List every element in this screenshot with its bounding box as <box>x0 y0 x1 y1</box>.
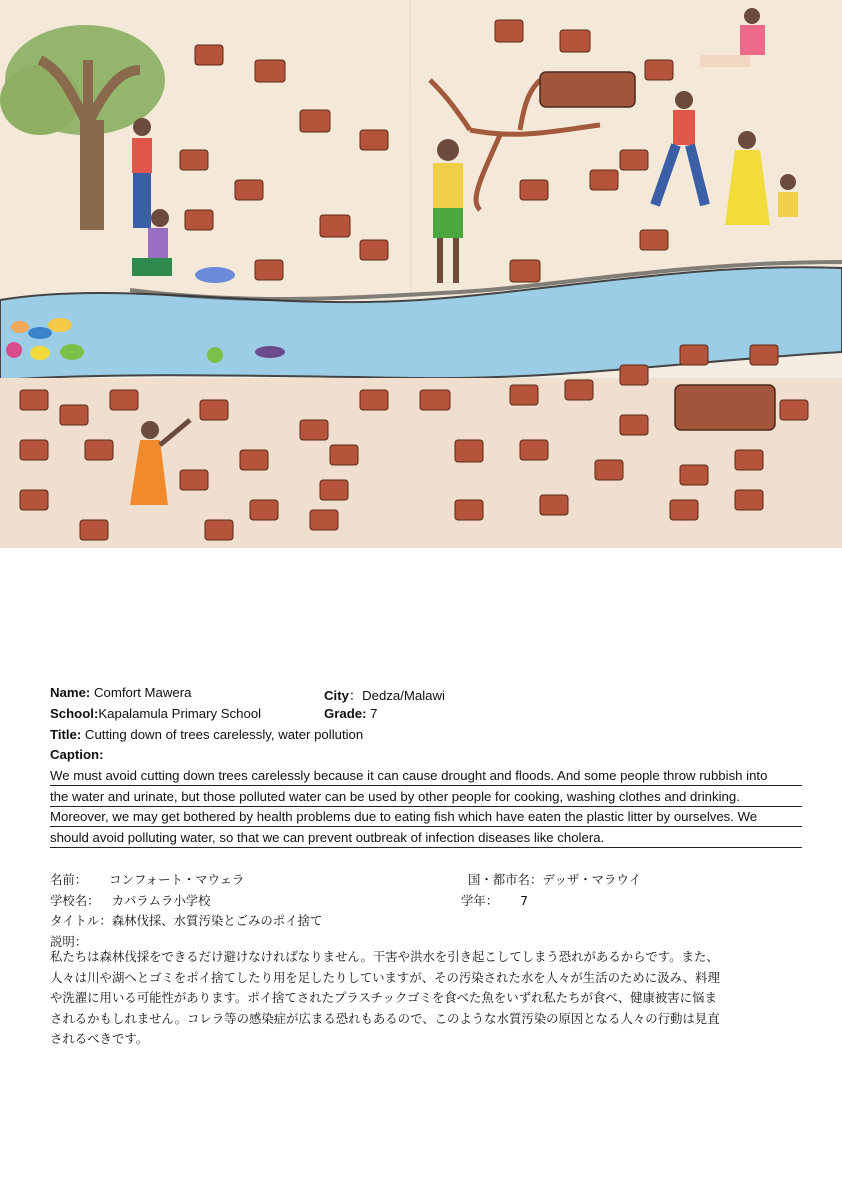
jp-caption-line: されるべきです。 <box>50 1031 149 1047</box>
jp-title-row <box>50 911 322 929</box>
jp-school-label: 学校名： <box>50 893 100 908</box>
jp-caption-body <box>50 947 795 1050</box>
grade-value: 7 <box>366 706 378 721</box>
grade-row <box>324 706 378 721</box>
jp-grade-row <box>461 891 528 909</box>
caption-line: Moreover, we may get bothered by health problems due to eating fish which have eaten the plastic litter by ourselves. We <box>50 808 802 827</box>
caption-line: the water and urinate, but those polluted water can be used by other people for cooking, washing clothes and drinking. <box>50 788 802 807</box>
name-value: Comfort Mawera <box>90 685 192 700</box>
jp-city-row <box>468 870 641 888</box>
grade-label: Grade: <box>324 706 367 721</box>
caption-label-row <box>50 747 103 762</box>
jp-city-label: 国・都市名： <box>468 872 543 887</box>
jp-school-row <box>50 891 211 909</box>
jp-grade-label: 学年： <box>461 893 499 908</box>
jp-caption-line: 私たちは森林伐採をできるだけ避けなければなりません。干害や洪水を引き起こしてしまう恐れがあるからです。また、 <box>50 949 719 964</box>
jp-city-value: デッザ・マラウイ <box>542 872 641 887</box>
jp-title-value: 森林伐採、水質汚染とごみのポイ捨て <box>111 913 323 928</box>
jp-caption-line: 人々は川や湖へとゴミをポイ捨てしたり用を足したりしていますが、その汚染された水を人々が生活のために汲み、料理 <box>50 969 720 985</box>
jp-school-value: カパラムラ小学校 <box>111 893 211 908</box>
jp-name-row <box>50 870 244 888</box>
caption-line: We must avoid cutting down trees carelessly because it can cause drought and floods. And some people throw rubbish into <box>50 767 802 786</box>
name-label: Name: <box>50 685 91 700</box>
jp-caption-line: や洗濯に用いる可能性があります。ポイ捨てされたプラスチックゴミを食べた魚をいずれ私たちが食べ、健康被害に悩ま <box>50 990 717 1006</box>
jp-name-value: コンフォート・マウェラ <box>109 872 245 887</box>
city-value: ：Dedza/Malawi <box>348 688 445 703</box>
child-sitting <box>778 174 798 217</box>
jp-grade-value: 7 <box>520 893 529 908</box>
school-row <box>50 706 261 721</box>
city-row <box>324 685 445 704</box>
jp-title-label: タイトル： <box>50 913 112 928</box>
jp-caption-label: 説明： <box>50 934 88 949</box>
jp-name-label: 名前： <box>50 872 88 887</box>
jp-caption-line: されるかもしれません。コレラ等の感染症が広まる恐れもあるので、このような水質汚染の原因となる人々の行動は見直 <box>50 1010 720 1026</box>
school-value: Kapalamula Primary School <box>98 706 262 721</box>
title-row <box>50 727 363 742</box>
illustration-drawing <box>0 0 842 548</box>
caption-label: Caption: <box>50 747 104 762</box>
name-row <box>50 685 191 700</box>
caption-line: should avoid polluting water, so that we can prevent outbreak of infection diseases like cholera. <box>50 829 802 848</box>
title-value: Cutting down of trees carelessly, water pollution <box>81 727 364 742</box>
city-label: City <box>324 688 349 703</box>
title-label: Title: <box>50 727 82 742</box>
school-label: School: <box>50 706 99 721</box>
